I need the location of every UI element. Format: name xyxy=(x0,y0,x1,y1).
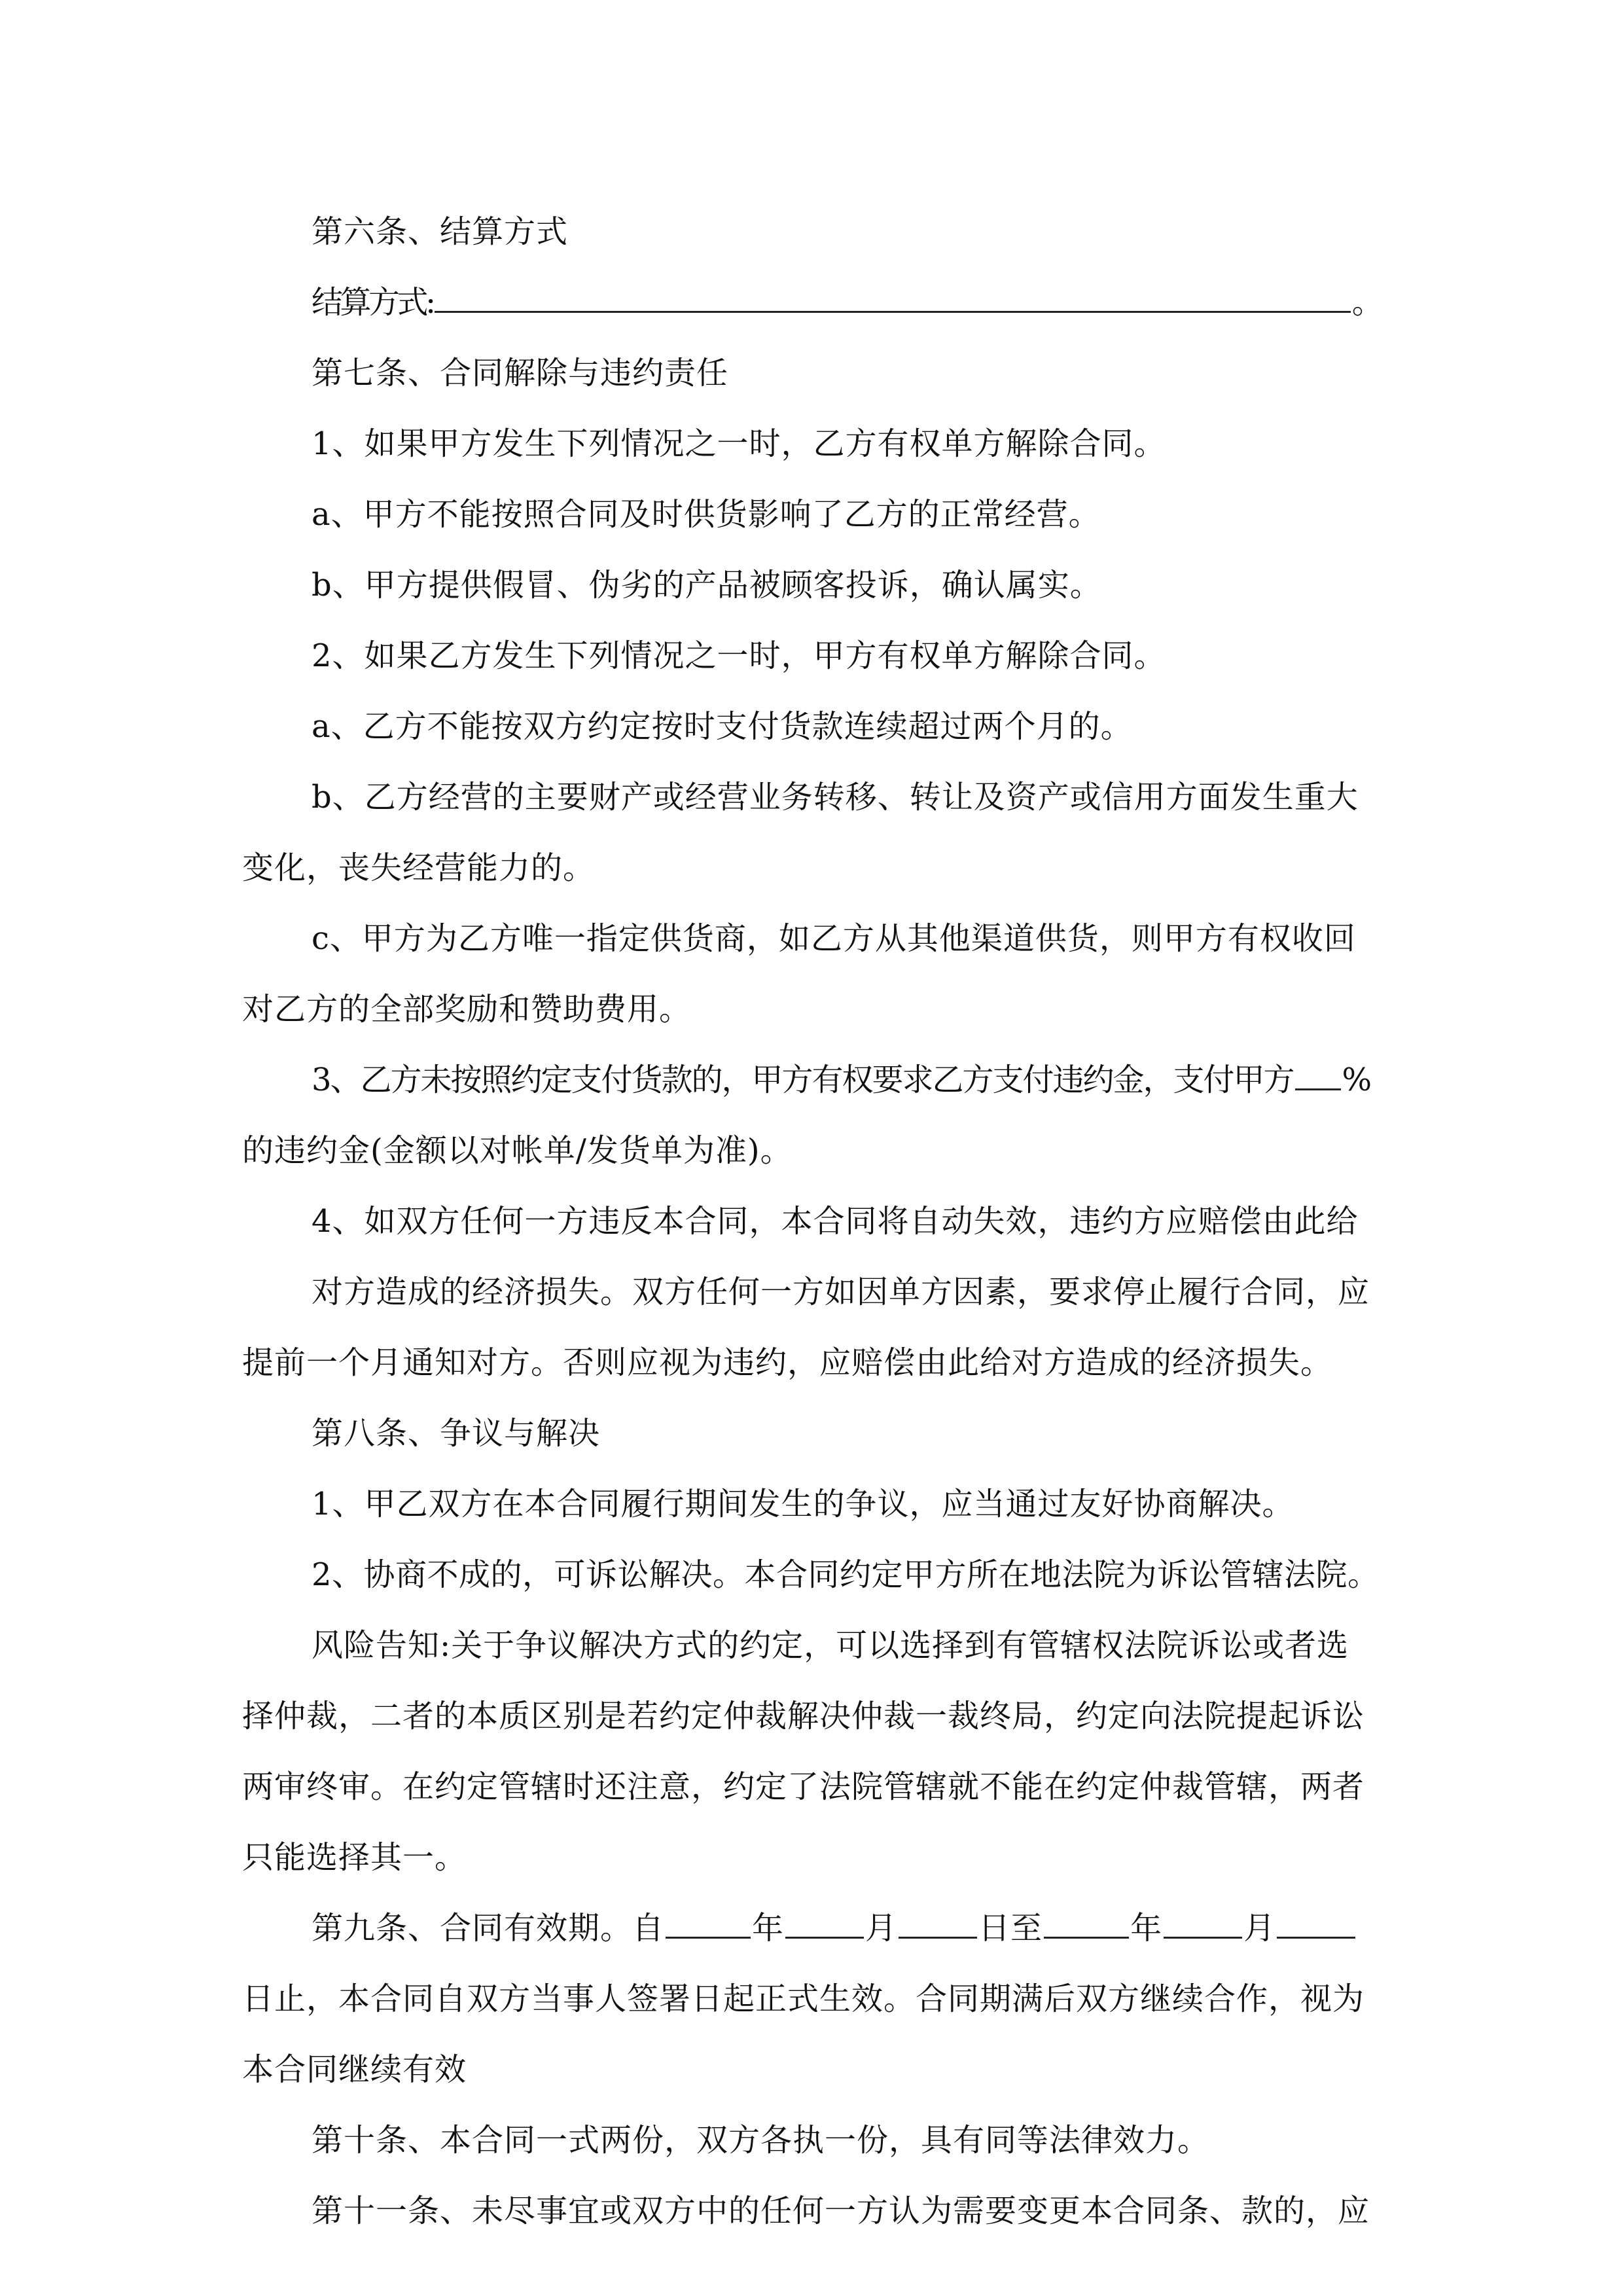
settlement-method-label: 结算方式: xyxy=(312,284,433,321)
settlement-method-blank[interactable] xyxy=(435,281,1351,313)
percent-sign: % xyxy=(1342,1062,1371,1098)
article-9-title: 第九条、合同有效期。自 xyxy=(312,1910,665,1946)
article-11-line-1: 第十一条、未尽事宜或双方中的任何一方认为需要变更本合同条、款的，应 xyxy=(312,2193,1370,2229)
clause-7-2b-line-1: b、乙方经营的主要财产或经营业务转移、转让及资产或信用方面发生重大 xyxy=(312,779,1359,816)
clause-7-2a: a、乙方不能按双方约定按时支付货款连续超过两个月的。 xyxy=(312,708,1133,745)
end-month-blank[interactable] xyxy=(1164,1907,1242,1939)
end-year-blank[interactable] xyxy=(1044,1907,1129,1939)
risk-notice-line-1: 风险告知:关于争议解决方式的约定，可以选择到有管辖权法院诉讼或者选 xyxy=(312,1627,1349,1664)
article-7-title: 第七条、合同解除与违约责任 xyxy=(312,355,729,391)
end-day-blank[interactable] xyxy=(1277,1907,1355,1939)
settlement-method-line xyxy=(242,267,1381,338)
clause-7-1: 1、如果甲方发生下列情况之一时，乙方有权单方解除合同。 xyxy=(312,425,1166,462)
penalty-percent-blank[interactable] xyxy=(1295,1058,1341,1090)
day-to-label: 日至 xyxy=(978,1910,1043,1946)
article-6-title: 第六条、结算方式 xyxy=(312,213,569,250)
clause-7-4-line-2: 对方造成的经济损失。双方任何一方如因单方因素，要求停止履行合同，应 xyxy=(312,1274,1370,1310)
start-day-blank[interactable] xyxy=(899,1907,977,1939)
contract-body xyxy=(242,196,1381,2246)
clause-7-1b: b、甲方提供假冒、伪劣的产品被顾客投诉，确认属实。 xyxy=(312,567,1102,603)
article-9-line-2: 日止，本合同自双方当事人签署日起正式生效。合同期满后双方继续合作，视为 xyxy=(242,1981,1365,2017)
settlement-method-period: 。 xyxy=(1351,284,1381,321)
clause-7-2b-line-2: 变化，丧失经营能力的。 xyxy=(242,850,596,886)
clause-7-4-line-3: 提前一个月通知对方。否则应视为违约，应赔偿由此给对方造成的经济损失。 xyxy=(242,1344,1333,1381)
end-year-label: 年 xyxy=(1130,1910,1163,1946)
clause-7-2: 2、如果乙方发生下列情况之一时，甲方有权单方解除合同。 xyxy=(312,637,1166,674)
clause-7-4-line-1: 4、如双方任何一方违反本合同，本合同将自动失效，违约方应赔偿由此给 xyxy=(312,1203,1359,1240)
clause-7-3-text: 3、乙方未按照约定支付货款的，甲方有权要求乙方支付违约金，支付甲方 xyxy=(312,1062,1294,1098)
article-10: 第十条、本合同一式两份，双方各执一份，具有同等法律效力。 xyxy=(312,2122,1210,2159)
clause-7-1a: a、甲方不能按照合同及时供货影响了乙方的正常经营。 xyxy=(312,496,1101,533)
end-month-label: 月 xyxy=(1243,1910,1276,1946)
risk-notice-line-2: 择仲裁，二者的本质区别是若约定仲裁解决仲裁一裁终局，约定向法院提起诉讼 xyxy=(242,1698,1365,1734)
clause-8-1: 1、甲乙双方在本合同履行期间发生的争议，应当通过友好协商解决。 xyxy=(312,1486,1294,1522)
risk-notice-line-3: 两审终审。在约定管辖时还注意，约定了法院管辖就不能在约定仲裁管辖，两者 xyxy=(242,1768,1365,1805)
article-8-title: 第八条、争议与解决 xyxy=(312,1415,601,1452)
start-year-blank[interactable] xyxy=(666,1907,751,1939)
article-9-line-1 xyxy=(242,1893,1381,1964)
clause-7-2c-line-2: 对乙方的全部奖励和赞助费用。 xyxy=(242,991,692,1028)
start-month-blank[interactable] xyxy=(785,1907,864,1939)
article-9-line-3: 本合同继续有效 xyxy=(242,2051,467,2088)
start-year-label: 年 xyxy=(752,1910,785,1946)
clause-8-2: 2、协商不成的，可诉讼解决。本合同约定甲方所在地法院为诉讼管辖法院。 xyxy=(312,1556,1380,1593)
clause-7-2c-line-1: c、甲方为乙方唯一指定供货商，如乙方从其他渠道供货，则甲方有权收回 xyxy=(312,920,1356,957)
risk-notice-line-4: 只能选择其一。 xyxy=(242,1839,467,1876)
clause-7-3-line-2: 的违约金(金额以对帐单/发货单为准)。 xyxy=(242,1132,793,1169)
start-month-label: 月 xyxy=(865,1910,898,1946)
clause-7-3-line-1 xyxy=(242,1045,1381,1115)
